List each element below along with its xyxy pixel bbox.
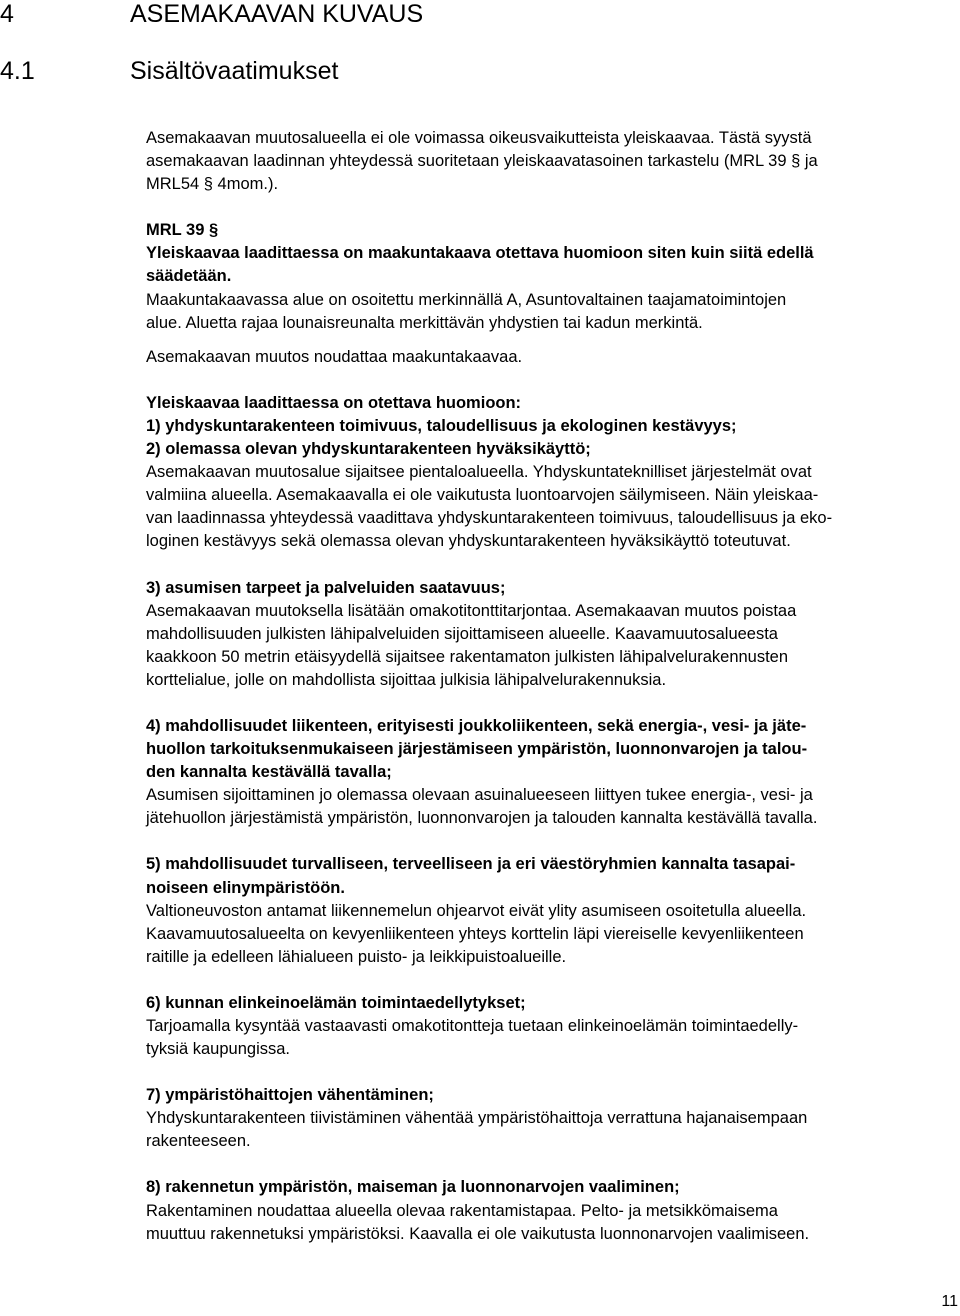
requirements-heading-line: Yleiskaavaa laadittaessa on otettava huomioon: — [146, 393, 522, 412]
section-7-text-line: rakenteeseen. — [146, 1132, 251, 1151]
section-8-text-line: Rakentaminen noudattaa alueella olevaa rakentamistapaa. Pelto- ja metsikkömaisema — [146, 1201, 778, 1220]
page-number: 11 — [941, 1293, 958, 1310]
section-3-text-line: kaakkoon 50 metrin etäisyydellä sijaitsee rakentamaton julkisten lähipalvelurakennusten — [146, 647, 789, 666]
section-3-text-line: mahdollisuuden julkisten lähipalveluiden sijoittamiseen alueelle. Kaavamuutosalueesta — [146, 624, 778, 643]
section-7-heading: 7) ympäristöhaittojen vähentäminen; — [146, 1086, 434, 1105]
intro-line: Asemakaavan muutosalueella ei ole voimassa oikeusvaikutteista yleiskaavaa. Tästä syystä — [146, 129, 812, 147]
section-6-text-line: tyksiä kaupungissa. — [146, 1040, 290, 1059]
requirements-text-line: loginen kestävyys sekä olemassa olevan yhdyskuntarakenteen hyväksikäyttö toteutuvat. — [146, 532, 791, 551]
requirements-heading-line: 1) yhdyskuntarakenteen toimivuus, taloudellisuus ja ekologinen kestävyys; — [146, 416, 737, 435]
section-5-text-line: Valtioneuvoston antamat liikennemelun ohjearvot eivät ylity asumiseen osoitetulla alueella. — [146, 901, 807, 920]
section-4-heading: 4) mahdollisuudet liikenteen, erityisesti joukkoliikenteen, sekä energia-, vesi- ja jäte- — [146, 716, 807, 735]
section-title: Sisältövaatimukset — [130, 57, 339, 85]
mrl39-heading-line: Yleiskaavaa laadittaessa on maakuntakaava otettava huomioon siten kuin siitä edellä — [146, 244, 814, 263]
chapter-number: 4 — [0, 0, 14, 28]
section-3-text-line: Asemakaavan muutoksella lisätään omakotitonttitarjontaa. Asemakaavan muutos poistaa — [146, 601, 797, 620]
section-3-text-line: korttelialue, jolle on mahdollista sijoittaa julkisia lähipalvelurakennuksia. — [146, 670, 667, 689]
mrl39-heading-line: säädetään. — [146, 267, 232, 286]
mrl39-conclusion: Asemakaavan muutos noudattaa maakuntakaavaa. — [146, 347, 523, 366]
requirements-text-line: valmiina alueella. Asemakaavalla ei ole vaikutusta luontoarvojen säilymiseen. Näin yleiskaa- — [146, 486, 819, 505]
requirements-heading-line: 2) olemassa olevan yhdyskuntarakenteen hyväksikäyttö; — [146, 440, 591, 459]
section-4-text-line: jätehuollon järjestämistä ympäristön, luonnonvarojen ja talouden kannalta kestävällä tavalla. — [146, 809, 818, 828]
mrl39-text-line: Maakuntakaavassa alue on osoitettu merkinnällä A, Asuntovaltainen taajamatoimintojen — [146, 290, 787, 309]
section-5-text-line: raitille ja edelleen lähialueen puisto- ja leikkipuistoalueille. — [146, 947, 567, 966]
section-8-text-line: muuttuu rakennetuksi ympäristöksi. Kaavalla ei ole vaikutusta luonnonarvojen vaalimiseen. — [146, 1224, 810, 1243]
section-5-heading: noiseen elinympäristöön. — [146, 878, 345, 897]
section-5-heading: 5) mahdollisuudet turvalliseen, terveelliseen ja eri väestöryhmien kannalta tasapai- — [146, 855, 796, 874]
section-4-text-line: Asumisen sijoittaminen jo olemassa olevaan asuinalueeseen liittyen tukee energia-, vesi- ja — [146, 786, 813, 805]
section-number: 4.1 — [0, 57, 35, 85]
requirements-text-line: van laadinnassa yhteydessä vaadittava yhdyskuntarakenteen toimivuus, taloudellisuus ja eko- — [146, 509, 833, 528]
chapter-heading — [0, 0, 423, 31]
section-8-heading: 8) rakennetun ympäristön, maiseman ja luonnonarvojen vaaliminen; — [146, 1178, 680, 1197]
mrl39-heading-line: MRL 39 § — [146, 221, 219, 240]
section-3-heading: 3) asumisen tarpeet ja palveluiden saatavuus; — [146, 578, 506, 597]
section-6-text-line: Tarjoamalla kysyntää vastaavasti omakotitontteja tuetaan elinkeinoelämän toimintaedelly- — [146, 1017, 799, 1035]
section-6-heading: 6) kunnan elinkeinoelämän toimintaedellytykset; — [146, 993, 526, 1012]
intro-line: asemakaavan laadinnan yhteydessä suoritetaan yleiskaavatasoinen tarkastelu (MRL 39 § ja — [146, 152, 818, 171]
mrl39-text-line: alue. Aluetta rajaa lounaisreunalta merkittävän yhdystien tai kadun merkintä. — [146, 313, 703, 332]
section-5-text-line: Kaavamuutosalueelta on kevyenliikenteen yhteys korttelin läpi viereiselle kevyenliikenteen — [146, 924, 804, 943]
requirements-text-line: Asemakaavan muutosalue sijaitsee pientaloalueella. Yhdyskuntateknilliset järjestelmät ovat — [146, 463, 812, 482]
section-4-heading: den kannalta kestävällä tavalla; — [146, 763, 392, 782]
section-4-heading: huollon tarkoituksenmukaiseen järjestämiseen ympäristön, luonnonvarojen ja talou- — [146, 740, 808, 759]
document-body — [146, 127, 958, 1246]
section-heading — [0, 54, 338, 88]
section-7-text-line: Yhdyskuntarakenteen tiivistäminen vähentää ympäristöhaittoja verrattuna hajanaisempaan — [146, 1109, 808, 1128]
chapter-title: ASEMAKAAVAN KUVAUS — [130, 0, 424, 28]
intro-line: MRL54 § 4mom.). — [146, 175, 279, 194]
